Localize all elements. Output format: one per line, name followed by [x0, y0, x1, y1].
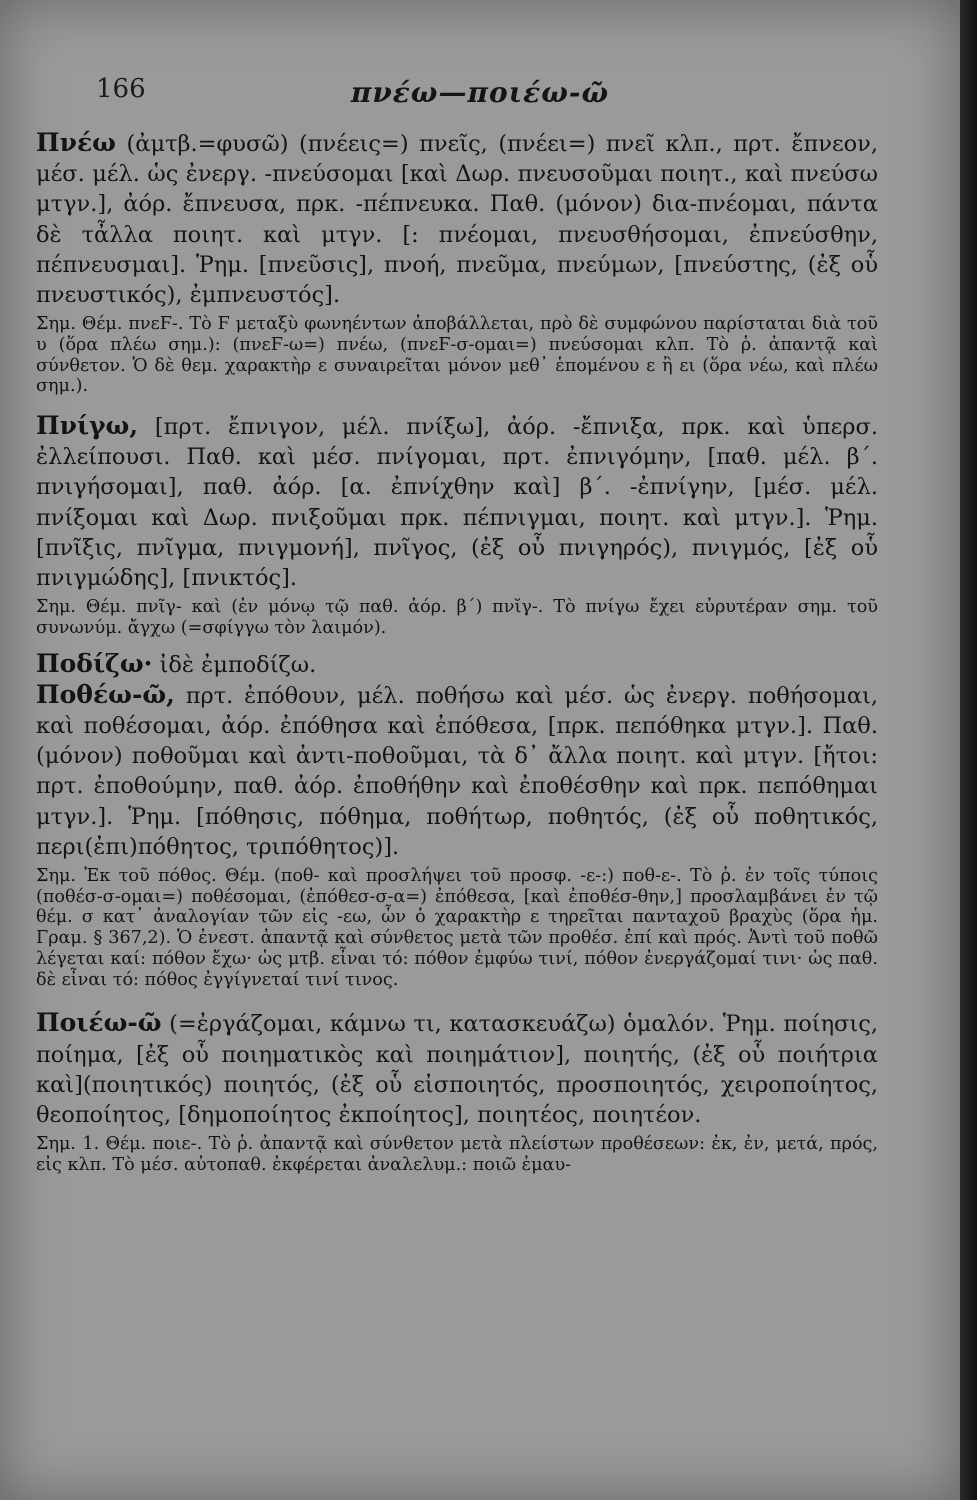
entry-lemma: Πνίγω, [36, 411, 139, 441]
entry-text: (=ἐργάζομαι, κάμνω τι, κατασκευάζω) ὁμαλόν. Ῥημ. ποίησις, ποίημα, [ἐξ οὗ ποιηματικὸς καὶ ποιημάτιον], ποιητής, (ἐξ οὗ ποιήτρια καὶ](ποιητικός) ποιητός, (ἐξ οὗ εἰσποιητός, προσποιητός, χειροποίητος, θεοποίητος, [δημοποίητος ἐκποίητος], ποιητέος, ποιητέον. [36, 1011, 878, 1128]
entry-note: Σημ. 1. Θέμ. ποιε-. Τὸ ῥ. ἀπαντᾷ καὶ σύνθετον μετὰ πλείστων προθέσεων: ἐκ, ἐν, μετά, πρός, εἰς κλπ. Τὸ μέσ. αὐτοπαθ. ἐκφέρεται ἀναλελυμ.: ποιῶ ἐμαυ- [36, 1134, 878, 1175]
entry-text: [πρτ. ἔπνιγον, μέλ. πνίξω], ἀόρ. -ἔπνιξα, πρκ. καὶ ὑπερσ. ἐλλείπουσι. Παθ. καὶ μέσ. πνίγομαι, πρτ. ἐπνιγόμην, [παθ. μέλ. β´. πνιγήσομαι], παθ. ἀόρ. [α. ἐπνίχθην καὶ] β´. -ἐπνίγην, [μέσ. μέλ. πνίξομαι καὶ Δωρ. πνιξοῦμαι πρκ. πέπνιγμαι, ποιητ. καὶ μτγν.]. Ῥημ. [πνῖξις, πνῖγμα, πνιγμονή], πνῖγος, (ἐξ οὗ πνιγηρός), πνιγμός, [ἐξ οὗ πνιγμώδης], [πνικτός]. [36, 414, 878, 592]
entry-body [36, 649, 878, 680]
page-header [96, 70, 864, 110]
entry-lemma: Ποδίζω· [36, 648, 153, 678]
entry-potheo [36, 680, 878, 990]
entry-body [36, 128, 878, 310]
entry-body [36, 680, 878, 862]
entry-lemma: Ποθέω-ῶ, [36, 679, 175, 709]
dictionary-content [36, 128, 878, 1176]
entry-note: Σημ. Ἐκ τοῦ πόθος. Θέμ. (ποθ- καὶ προσλήψει τοῦ προσφ. -ε-:) ποθ-ε-. Τὸ ῥ. ἐν τοῖς τύποις (ποθέσ-σ-ομαι=) ποθέσομαι, (ἐπόθεσ-σ-α=) ἐπόθεσα, [καὶ ἐποθέσ-θην,] προσλαμβάνει ἐν τῷ θέμ. σ κατ᾽ ἀναλογίαν τῶν εἰς -εω, ὧν ὁ χαρακτὴρ ε τηρεῖται πανταχοῦ βραχὺς (ὅρα ἡμ. Γραμ. § 367,2). Ὁ ἐνεστ. ἀπαντᾷ καὶ σύνθετος μετὰ τῶν προθέσ. ἐπί καὶ πρός. Ἀντὶ τοῦ ποθῶ λέγεται καί: πόθον ἔχω· ὡς μτβ. εἶναι τό: πόθον ἐμφύω τινί, πόθον ἐνεργάζομαί τινι· ὡς παθ. δὲ εἶναι τό: πόθος ἐγγίγνεταί τινί τινος. [36, 866, 878, 990]
book-spine-shadow [960, 0, 977, 1500]
entry-poieo [36, 1008, 878, 1175]
entry-body [36, 1008, 878, 1130]
entry-pneo [36, 128, 878, 397]
page-number: 166 [96, 74, 146, 104]
entry-note: Σημ. Θέμ. πνεϜ-. Τὸ Ϝ μεταξὺ φωνηέντων ἀποβάλλεται, πρὸ δὲ συμφώνου παρίσταται διὰ τοῦ υ (ὅρα πλέω σημ.): (πνεϜ-ω=) πνέω, (πνεϜ-σ-ομαι=) πνεύσομαι κλπ. Τὸ ῥ. ἀπαντᾷ καὶ σύνθετον. Ὁ δὲ θεμ. χαρακτὴρ ε συναιρεῖται μόνον μεθ᾽ ἑπομένου ε ἢ ει (ὅρα νέω, καὶ πλέω σημ.). [36, 314, 878, 397]
entry-lemma: Πνέω [36, 128, 116, 157]
entry-podizo [36, 649, 878, 680]
entry-pnigo [36, 411, 878, 639]
entry-text: πρτ. ἐπόθουν, μέλ. ποθήσω καὶ μέσ. ὡς ἐνεργ. ποθήσομαι, καὶ ποθέσομαι, ἀόρ. ἐπόθησα καὶ ἐπόθεσα, [πρκ. πεπόθηκα μτγν.]. Παθ. (μόνον) ποθοῦμαι καὶ ἀντι-ποθοῦμαι, τὰ δ᾽ ἄλλα ποιητ. καὶ μτγν. [ἤτοι: πρτ. ἐποθούμην, παθ. ἀόρ. ἐποθήθην καὶ ἐποθέσθην καὶ πρκ. πεπόθημαι μτγν.]. Ῥημ. [πόθησις, πόθημα, ποθήτωρ, ποθητός, (ἐξ οὗ ποθητικός, περι(ἐπι)πόθητος, τριπόθητος)]. [36, 682, 878, 860]
entry-text: ἰδὲ ἐμποδίζω. [159, 651, 317, 678]
running-head: πνέω—ποιέω-ῶ [350, 76, 610, 109]
entry-text: (ἀμτβ.=φυσῶ) (πνέεις=) πνεῖς, (πνέει=) πνεῖ κλπ., πρτ. ἔπνεον, μέσ. μέλ. ὡς ἐνεργ. -πνεύσομαι [καὶ Δωρ. πνευσοῦμαι ποιητ., καὶ πνεύσω μτγν.], ἀόρ. ἔπνευσα, πρκ. -πέπνευκα. Παθ. (μόνον) δια-πνέομαι, πάντα δὲ τἆλλα ποιητ. καὶ μτγν. [: πνέομαι, πνευσθήσομαι, ἐπνεύσθην, πέπνευσμαι]. Ῥημ. [πνεῦσις], πνοή, πνεῦμα, πνεύμων, [πνεύστης, (ἐξ οὗ πνευστικός), ἐμπνευστός]. [36, 131, 878, 309]
entry-lemma: Ποιέω-ῶ [36, 1008, 162, 1038]
entry-body [36, 411, 878, 593]
entry-note: Σημ. Θέμ. πνῖγ- καὶ (ἐν μόνῳ τῷ παθ. ἀόρ. β´) πνῐγ-. Τὸ πνίγω ἔχει εὐρυτέραν σημ. τοῦ συνωνύμ. ἄγχω (=σφίγγω τὸν λαιμόν). [36, 597, 878, 638]
